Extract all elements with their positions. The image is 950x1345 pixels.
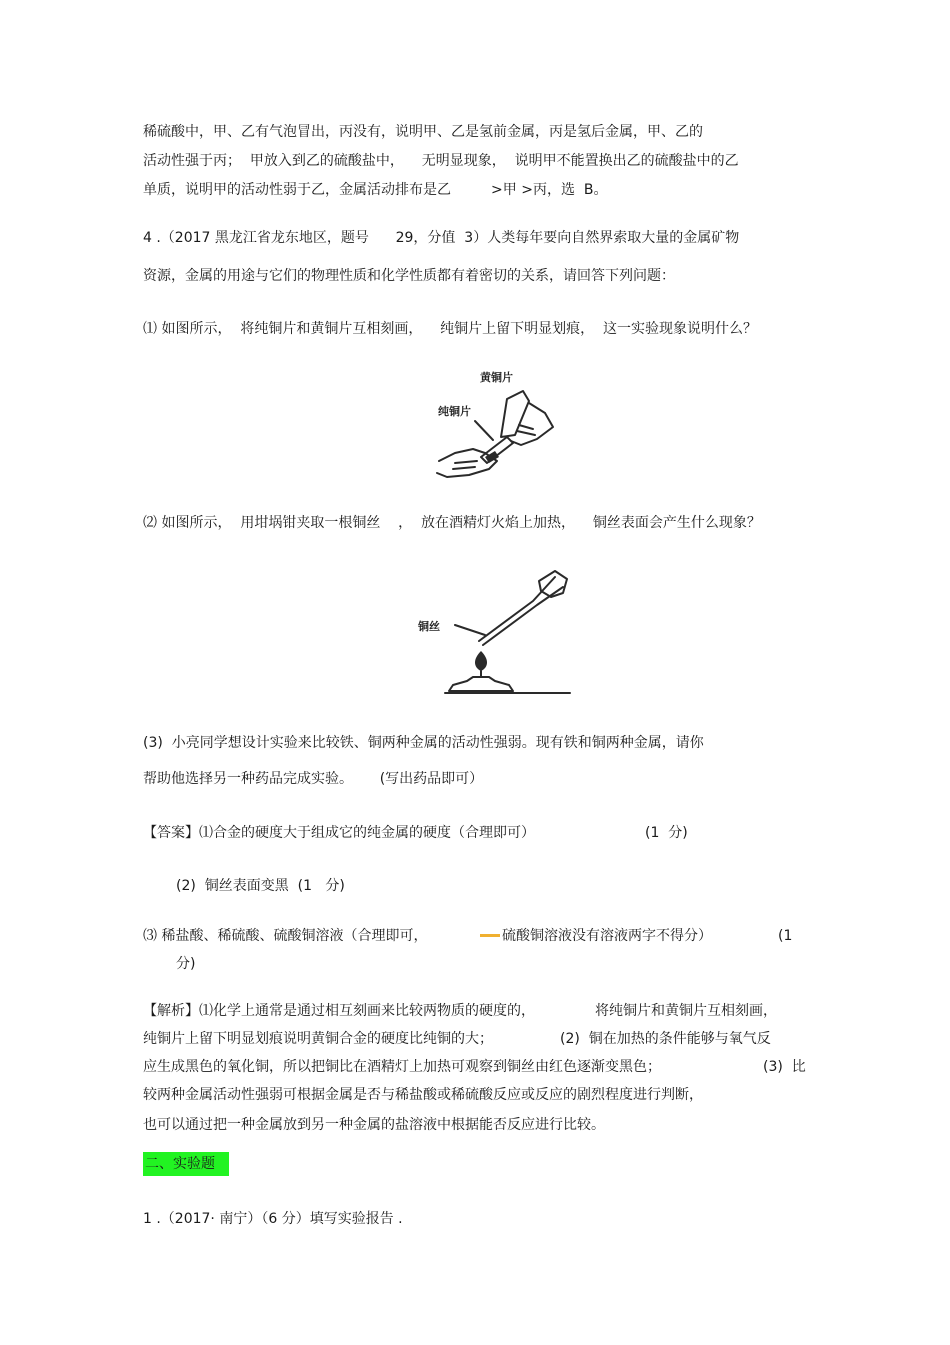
question4-header-2: 资源，金属的用途与它们的物理性质和化学性质都有着密切的关系，请回答下列问题：	[143, 268, 675, 284]
orange-dash	[480, 934, 500, 937]
section2-heading-highlight	[143, 1152, 229, 1176]
answer-3-note: 硫酸铜溶液没有溶液两字不得分）	[502, 928, 712, 944]
analysis-line-5: 也可以通过把一种金属放到另一种金属的盐溶液中根据能否反应进行比较。	[143, 1117, 605, 1133]
answer-3: ⑶ 稀盐酸、稀硫酸、硫酸铜溶液（合理即可，	[143, 928, 428, 944]
heating-figure	[415, 563, 575, 698]
analysis-line-2b: (2) 铜在加热的条件能够与氧气反	[560, 1031, 771, 1047]
brass-label: 黄铜片	[480, 371, 513, 384]
analysis-line-1b: 将纯铜片和黄铜片互相刻画，	[595, 1003, 777, 1019]
question4-part2: ⑵ 如图所示， 用坩埚钳夹取一根铜丝 ， 放在酒精灯火焰上加热， 铜丝表面会产生什么现象？	[143, 515, 761, 531]
lower-fingers	[453, 461, 477, 469]
alcohol-lamp	[449, 677, 513, 691]
section2-heading: 二、实验题	[145, 1156, 215, 1172]
question4-part3-2: 帮助他选择另一种药品完成实验。 (写出药品即可）	[143, 771, 484, 787]
upper-fingers	[517, 425, 535, 435]
intro-line-3: 单质，说明甲的活动性弱于乙，金属活动排布是乙 >甲 >丙，选 B。	[143, 182, 608, 198]
answer-1-score: (1 分)	[645, 825, 688, 841]
analysis-line-4: 较两种金属活动性强弱可根据金属是否与稀盐酸或稀硫酸反应或反应的剧烈程度进行判断，	[143, 1087, 703, 1103]
copper-pointer-line	[475, 421, 493, 440]
tongs-arm-2	[483, 587, 563, 645]
question4-part1: ⑴ 如图所示， 将纯铜片和黄铜片互相刻画， 纯铜片上留下明显划痕， 这一实验现象说明什么？	[143, 321, 758, 337]
tongs-arm-1	[479, 577, 555, 641]
analysis-line-3b: (3) 比	[763, 1059, 806, 1075]
wire-label: 铜丝	[418, 620, 440, 633]
brass-plate	[501, 391, 529, 437]
analysis-line-2a: 纯铜片上留下明显划痕说明黄铜合金的硬度比纯铜的大；	[143, 1031, 493, 1047]
intro-line-2: 活动性强于丙； 甲放入到乙的硫酸盐中， 无明显现象， 说明甲不能置换出乙的硫酸盐中的乙	[143, 153, 739, 169]
flame	[475, 651, 487, 671]
upper-hand	[511, 403, 553, 445]
analysis-line-1a: 【解析】⑴化学上通常是通过相互刻画来比较两物质的硬度的，	[143, 1003, 535, 1019]
intro-line-1: 稀硫酸中，甲、乙有气泡冒出，丙没有，说明甲、乙是氢前金属，丙是氢后金属，甲、乙的	[143, 124, 703, 140]
question4-header-1: 4 .（2017 黑龙江省龙东地区，题号 29，分值 3）人类每年要向自然界索取大量的金属矿物	[143, 230, 740, 246]
answer-3-score: (1	[778, 928, 793, 944]
copper-label: 纯铜片	[438, 405, 471, 418]
copper-plate	[481, 437, 513, 463]
answer-2: (2) 铜丝表面变黑 (1 分)	[176, 878, 345, 894]
section2-question1: 1 .（2017· 南宁）（6 分）填写实验报告 .	[143, 1211, 403, 1227]
answer-1: 【答案】⑴合金的硬度大于组成它的纯金属的硬度（合理即可）	[143, 825, 535, 841]
answer-3-score-2: 分)	[176, 956, 196, 972]
question4-part3-1: (3) 小亮同学想设计实验来比较铁、铜两种金属的活动性强弱。现有铁和铜两种金属，请你	[143, 735, 704, 751]
wire-pointer-line	[455, 625, 485, 635]
analysis-line-3a: 应生成黑色的氧化铜，所以把铜比在酒精灯上加热可观察到铜丝由红色逐渐变黑色；	[143, 1059, 661, 1075]
scratch-figure	[425, 365, 560, 485]
